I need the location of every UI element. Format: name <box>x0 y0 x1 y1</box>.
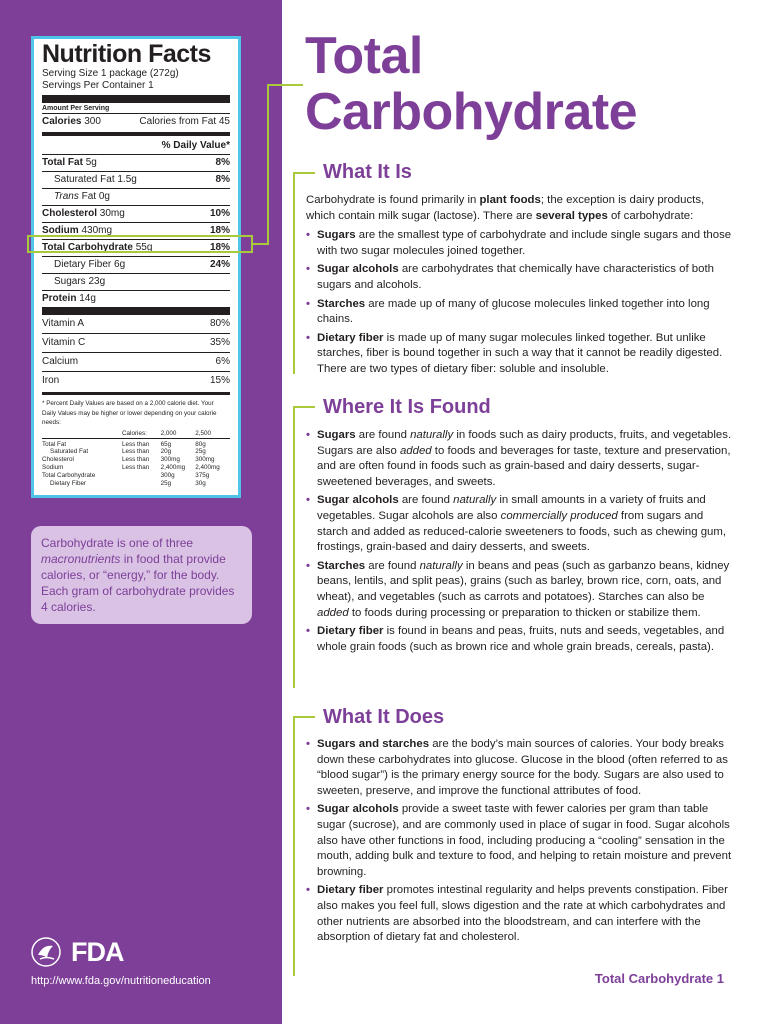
reference-label: Cholesterol <box>42 456 74 464</box>
section-tick <box>293 172 315 174</box>
item-term: Sugars <box>317 229 356 242</box>
reference-row <box>42 472 230 480</box>
reference-header-2500: 2,500 <box>195 429 212 437</box>
item-term: Sugar alcohols <box>317 803 399 816</box>
calories-row <box>42 113 230 130</box>
nutrient-amount: 5g <box>85 157 97 169</box>
item-term: Sugar alcohols <box>317 494 399 507</box>
fda-logo-text: FDA <box>71 937 124 967</box>
section-line <box>293 406 295 688</box>
nutrient-row-protein <box>42 290 230 307</box>
list-item <box>306 262 734 293</box>
page-footer <box>595 971 724 986</box>
section-line <box>293 716 295 976</box>
section-heading-where-found: Where It Is Found <box>323 396 491 418</box>
item-text: to foods during processing or preparation to thicken or stabilize them. <box>348 606 701 619</box>
nutrient-label: Total Fat <box>42 157 83 169</box>
list-item <box>306 624 734 655</box>
nutrient-amount: Fat 0g <box>81 191 110 203</box>
intro-bold: plant foods <box>479 194 541 206</box>
section-what-it-does <box>306 737 734 949</box>
item-emphasis: added <box>399 444 432 457</box>
item-term: Sugars <box>317 429 356 441</box>
vitamin-row-c <box>42 333 230 352</box>
highlight-connector <box>267 84 303 86</box>
reference-2000: 65g <box>160 440 172 448</box>
reference-2000: 300g <box>160 472 175 480</box>
nutrient-label: Protein <box>42 293 77 305</box>
highlight-connector <box>267 84 269 245</box>
nutrient-label: Sugars <box>54 276 86 288</box>
section-heading-what-it-is: What It Is <box>323 161 412 183</box>
item-text: in small amounts in a variety of fruits and vegetables. Sugar alcohols are also <box>317 494 706 522</box>
reference-header-calories: Calories: <box>122 429 147 437</box>
item-term: Starches <box>317 559 366 572</box>
reference-2000: 20g <box>160 448 172 456</box>
item-emphasis: added <box>317 606 349 619</box>
item-text: from sugars and starch and added as reduced-calorie sweeteners to foods, such as chewing gum, frostings, grain-based and dairy desserts, and sweets. <box>317 509 727 554</box>
callout-text: in food that provide calories, or “energy,” for the body. Each gram of carbohydrate provides 4 calories. <box>41 552 235 614</box>
callout-text: Carbohydrate is one of three <box>41 536 194 550</box>
title-line-2: Carbohydrate <box>305 83 638 141</box>
item-text: promotes intestinal regularity and helps prevents constipation. Fiber also makes you feel full, slows digestion and the rate at which carbohydrates and other nutrients are absorbed into the bloodstream, and can interfere with the absorption of dietary fat and cholesterol. <box>317 884 728 944</box>
item-term: Sugars and starches <box>317 738 430 750</box>
item-emphasis: commercially produced <box>500 509 618 522</box>
nutrient-label: Dietary Fiber <box>54 259 112 271</box>
reference-table <box>42 430 230 488</box>
callout-emphasis: macronutrients <box>41 552 121 566</box>
section-tick <box>293 406 315 408</box>
item-term: Starches <box>317 297 366 310</box>
nutrient-pct: 8% <box>215 174 230 186</box>
nutrient-label: Sodium <box>42 225 79 237</box>
nutrient-amount: 23g <box>88 276 106 288</box>
vitamin-row-calcium <box>42 352 230 371</box>
vitamin-pct: 80% <box>209 318 230 330</box>
nutrient-amount: 55g <box>135 242 153 254</box>
item-text: are carbohydrates that chemically have characteristics of both sugars and alcohols. <box>317 263 714 291</box>
item-emphasis: naturally <box>453 494 497 507</box>
daily-value-header: % Daily Value* <box>161 140 230 152</box>
nutrient-row-sugars <box>42 273 230 290</box>
nutrient-pct: 10% <box>209 208 230 220</box>
nutrient-pct: 24% <box>209 259 230 271</box>
divider-thick <box>42 95 230 103</box>
reference-cond <box>122 480 161 488</box>
nutrient-row-cholesterol <box>42 205 230 222</box>
vitamin-pct: 6% <box>215 356 230 368</box>
reference-2000: 300mg <box>160 456 180 464</box>
nutrient-pct: 18% <box>209 242 230 254</box>
reference-row <box>42 456 230 464</box>
vitamin-label: Calcium <box>42 356 79 368</box>
calories-value: 300 <box>84 116 101 128</box>
title-line-1: Total <box>305 27 423 85</box>
item-text: are the body’s main sources of calories. Your body breaks down these carbohydrates into glucose. Glucose in the blood (often referred to as “blood sugar”) is the primary energy source for the body. Sugars are also used to sweeten, preserve, and improve the functional attributes of food. <box>317 738 728 797</box>
reference-row <box>42 480 230 488</box>
vitamin-pct: 15% <box>209 375 230 387</box>
page-title <box>305 28 637 140</box>
section-where-found <box>306 428 734 658</box>
reference-2500: 25g <box>195 448 206 456</box>
reference-label: Total Carbohydrate <box>42 472 96 480</box>
divider-medium <box>42 132 230 136</box>
calories-from-fat: Calories from Fat 45 <box>139 116 230 128</box>
nutrient-amount: 430mg <box>81 225 113 237</box>
list-item <box>306 883 734 945</box>
item-text: are found <box>355 429 411 441</box>
nutrient-label: Cholesterol <box>42 208 98 220</box>
intro-text: Carbohydrate is found primarily in <box>306 194 480 206</box>
list-item <box>306 737 734 799</box>
nutrient-pct: 18% <box>209 225 230 237</box>
item-text: in beans and peas (such as garbanzo beans, kidney beans, lentils, and split peas), grains (such as barley, brown rice, corn, oats, and wheat), and vegetables (such as carrots and potatoes). Starches can also be <box>317 559 730 603</box>
intro-bold: several types <box>535 209 608 222</box>
vitamin-label: Vitamin A <box>42 318 85 330</box>
macronutrient-callout <box>31 526 252 624</box>
nutrient-row-trans-fat <box>42 188 230 205</box>
reference-cond: Less than <box>122 456 150 464</box>
reference-header-row <box>42 430 230 438</box>
fda-logo <box>31 935 135 974</box>
vitamin-row-iron <box>42 371 230 390</box>
intro-paragraph <box>306 193 734 224</box>
reference-2500: 80g <box>195 440 206 448</box>
nutrient-label: Trans <box>54 191 79 203</box>
reference-cond: Less than <box>122 440 150 448</box>
item-term: Dietary fiber <box>317 625 384 638</box>
nutrition-facts-title: Nutrition Facts <box>42 40 211 68</box>
section-tick <box>293 716 315 718</box>
reference-2500: 30g <box>195 479 206 487</box>
calories-label: Calories <box>42 116 82 128</box>
nutrient-amount: 14g <box>79 293 96 305</box>
list-item <box>306 493 734 555</box>
list-item <box>306 228 734 259</box>
intro-text: ; the exception is dairy products, which contain milk sugar (lactose). There are <box>306 194 705 222</box>
item-emphasis: naturally <box>410 429 454 441</box>
nutrient-amount: 1.5g <box>117 174 137 186</box>
item-text: is made up of many sugar molecules linked together. But unlike starches, fiber is bound together in such a way that it cannot be readily digested. There are two types of dietary fiber: soluble and insoluble. <box>317 331 723 375</box>
item-text: provide a sweet taste with fewer calories per gram than table sugar (sucrose), and are commonly used in place of sugar in food. Sugar alcohols also have other functions in food, including producing a “cooling” sensation in the mouth, adding bulk and texture to food, and helping to retain moisture and prevent browning. <box>317 803 732 878</box>
item-text: are found <box>398 494 454 507</box>
reference-2500: 300mg <box>195 456 215 464</box>
vitamin-pct: 35% <box>209 337 230 349</box>
vitamin-label: Iron <box>42 375 60 387</box>
nutrient-amount: 30mg <box>99 208 125 220</box>
intro-text: of carbohydrate: <box>607 209 694 222</box>
item-term: Sugar alcohols <box>317 263 399 276</box>
nutrient-row-dietary-fiber <box>42 256 230 273</box>
nutrient-amount: 6g <box>114 259 126 271</box>
list-item <box>306 297 734 328</box>
item-term: Dietary fiber <box>317 331 384 344</box>
carbohydrate-highlight <box>27 235 253 253</box>
footer-label: Total Carbohydrate <box>594 971 714 986</box>
daily-value-footnote: * Percent Daily Values are based on a 2,000 calorie diet. Your Daily Values may be higher or lower depending on your calorie needs: <box>42 400 217 426</box>
reference-row <box>42 441 230 449</box>
nutrient-row-saturated-fat <box>42 171 230 188</box>
list-item <box>306 802 734 880</box>
nutrition-facts-label <box>31 36 241 498</box>
vitamin-label: Vitamin C <box>42 337 86 349</box>
section-what-it-is <box>306 193 734 381</box>
daily-value-header-row <box>42 138 230 154</box>
reference-cond <box>122 472 161 480</box>
nutrient-row-total-fat <box>42 154 230 171</box>
item-text: to foods and beverages for taste, texture and preservation, and are often found in foods such as grain-based and dairy desserts, sugar-sweetened beverages, and sweets. <box>317 444 731 488</box>
section-heading-what-it-does: What It Does <box>323 706 445 728</box>
page-number: 1 <box>716 971 724 986</box>
item-text: are found <box>365 559 420 572</box>
nutrient-label: Saturated Fat <box>54 174 115 186</box>
divider-medium <box>42 392 230 395</box>
reference-2500: 375g <box>195 472 210 480</box>
item-text: are made up of many of glucose molecules linked together into long chains. <box>317 297 710 326</box>
section-line <box>293 172 295 374</box>
amount-per-serving: Amount Per Serving <box>42 105 110 112</box>
item-text: are the smallest type of carbohydrate and include single sugars and those with two sugar molecules joined together. <box>317 229 732 257</box>
reference-header-2000: 2,000 <box>160 429 177 437</box>
fda-url-link[interactable]: http://www.fda.gov/nutritioneducation <box>31 975 211 987</box>
vitamin-row-a <box>42 315 230 333</box>
reference-2000: 2,400mg <box>160 464 186 472</box>
item-term: Dietary fiber <box>317 884 384 897</box>
reference-label: Total Fat <box>42 440 67 448</box>
reference-row <box>42 448 230 456</box>
reference-label: Dietary Fiber <box>50 479 87 487</box>
item-text: is found in beans and peas, fruits, nuts and seeds, vegetables, and whole grain foods (such as brown rice and whole grain breads, cereals, pasta). <box>317 625 725 653</box>
item-emphasis: naturally <box>419 559 463 572</box>
divider-thick <box>42 307 230 315</box>
servings-per-container: Servings Per Container 1 <box>42 80 154 91</box>
reference-cond: Less than <box>122 448 150 456</box>
item-text: in foods such as dairy products, fruits, and vegetables. Sugars are also <box>317 429 732 457</box>
list-item <box>306 428 734 490</box>
reference-label: Sodium <box>42 464 64 472</box>
nutrient-pct: 8% <box>215 157 230 169</box>
serving-size: Serving Size 1 package (272g) <box>42 68 179 79</box>
nutrient-label: Total Carbohydrate <box>42 242 133 254</box>
list-item <box>306 559 734 621</box>
reference-label: Saturated Fat <box>50 448 89 456</box>
reference-2500: 2,400mg <box>195 464 220 472</box>
reference-row <box>42 464 230 472</box>
reference-2000: 25g <box>160 479 172 487</box>
reference-cond: Less than <box>122 464 150 472</box>
list-item <box>306 331 734 378</box>
